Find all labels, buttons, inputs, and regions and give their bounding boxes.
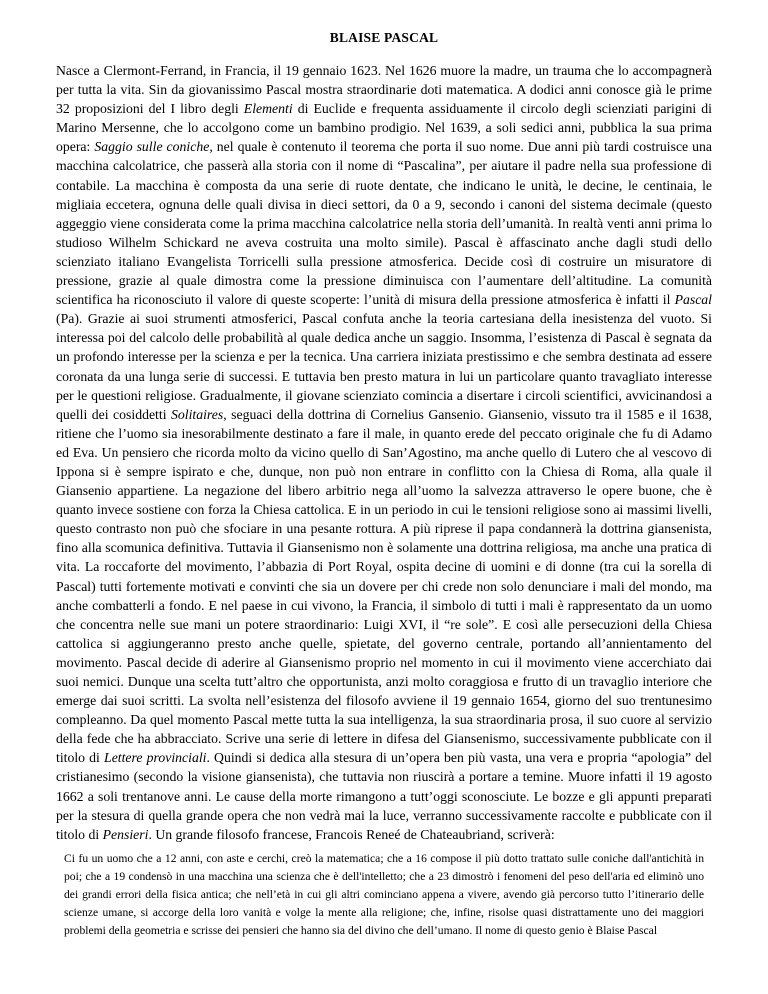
italic-title: Solitaires [171, 406, 224, 422]
document-page [56, 30, 712, 940]
italic-title: Pascal [674, 292, 712, 308]
text-segment: . Quindi si dedica alla stesura di un’opera ben più vasta, una vera e propria “apologia” del cristianesimo (secondo la visione giansenista), che tuttavia non riuscirà a portare a temine. Muore infatti il 19 agosto 1662 a soli trentanove anni. Le cause della morte rimangono a tutt’oggi sconosciute. Le bozze e gli appunti preparati per la stesura di quella grande opera che non vedrà mai la luce, verranno successivamente raccolte e pubblicate con il titolo di [56, 750, 712, 842]
document-title: BLAISE PASCAL [329, 30, 439, 45]
italic-title: Pensieri [102, 826, 149, 842]
biography-paragraph [56, 61, 712, 844]
italic-title: Saggio sulle coniche [94, 139, 210, 155]
text-segment: di Euclide e frequenta assiduamente il circolo degli scienziati parigini di Marino Mersenne, che lo accolgono come un bambino prodigio. Nel 1639, a soli sedici anni, pubblica la sua prima opera: [56, 101, 712, 155]
italic-title: Lettere provinciali [104, 750, 207, 766]
text-segment: Nasce a Clermont-Ferrand, in Francia, il 19 gennaio 1623. Nel 1626 muore la madre, un trauma che lo accompagnerà per tutta la vita. Sin da giovanissimo Pascal mostra straordinarie doti matematica. A dodici anni conosce già le prime 32 proposizioni del I libro degli [56, 63, 712, 117]
text-segment: , seguaci della dottrina di Cornelius Gansenio. Giansenio, vissuto tra il 1585 e il 1638, ritiene che l’uomo sia inesorabilmente destinato a fare il male, in quanto erede del peccato originale che fu di Adamo ed Eva. Un pensiero che ricorda molto da vicino quello di San’Agostino, ma anche quello di Lutero che al vescovo di Ippona si è sempre ispirato e che, dunque, non può non entrare in conflitto con la Chiesa di Roma, alla quale il Giansenio appartiene. La negazione del libero arbitrio nega all’uomo la salvezza attraverso le opere buone, che è quanto invece sostiene con forza la Chiesa cattolica. E in un periodo in cui le tensioni religiose sono ai massimi livelli, questo contrasto non può che sfociare in una pesante rottura. A più riprese il papa condannerà la dottrina giansenista, fino alla scomunica definitiva. Tuttavia il Giansenismo non è solamente una dottrina religiosa, ma anche una pratica di vita. La roccaforte del movimento, l’abbazia di Port Royal, ospita decine di uomini e di donne (tra cui la sorella di Pascal) tutti fortemente motivati e convinti che sia un dovere per chi crede non solo denunciare i mali del mondo, ma anche combatterli a fondo. E nel paese in cui vivono, la Francia, il simbolo di tutti i mali è rappresentato da un uomo che concentra nelle sue mani un potere straordinario: Luigi XVI, il “re sole”. E così alle persecuzioni della Chiesa cattolica si aggiungeranno presto anche quelle, spietate, del governo centrale, portando all’annientamento del movimento. Pascal decide di aderire al Giansenismo proprio nel momento in cui il movimento viene accerchiato dai suoi nemici. Dunque una scelta tutt’altro che opportunista, anzi molto coraggiosa e frutto di un travaglio interiore che emerge dai suoi scritti. La svolta nell’esistenza del filosofo avviene il 19 gennaio 1654, giorno del suo trentunesimo compleanno. Da quel momento Pascal mette tutta la sua intelligenza, la sua straordinaria prosa, il suo cuore al servizio della fede che ha abbracciato. Scrive una serie di lettere in difesa del Giansenismo, successivamente pubblicate con il titolo di [56, 406, 712, 766]
text-segment: . Un grande filosofo francese, Francois Reneé de Chateaubriand, scriverà: [148, 826, 555, 842]
text-segment: (Pa). Grazie ai suoi strumenti atmosferici, Pascal confuta anche la teoria cartesiana della inesistenza del vuoto. Si interessa poi del calcolo delle probabilità al quale dedica anche un saggio. Insomma, l’esistenza di Pascal è segnata da un profondo interesse per la scienza e per la tecnica. Una carriera iniziata prestissimo e che sembra destinata ad essere coronata da una lunga serie di successi. E tuttavia ben presto matura in lui un particolare quanto travagliato interesse per le questioni religiose. Gradualmente, il giovane scienziato comincia a disertare i circoli scientifici, avvicinandosi a quelli dei cosiddetti [56, 311, 712, 422]
chateaubriand-quote: Ci fu un uomo che a 12 anni, con aste e cerchi, creò la matematica; che a 16 compose il più dotto trattato sulle coniche dall'antichità in poi; che a 19 condensò in una macchina una scienza che è dell'intelletto; che a 23 dimostrò i fenomeni del peso dell'aria ed eliminò uno dei grandi errori della fisica antica; che nell’età in cui gli altri cominciano appena a vivere, avendo già percorso tutto l’itinerario delle scienze umane, si accorge della loro vanità e volge la mente alla religione; che, infine, risolse quasi distrattamente uno dei maggiori problemi della geometria e scrisse dei pensieri che hanno sia del divino che dell’umano. Il nome di questo genio è Blaise Pascal [64, 851, 704, 937]
text-segment: , nel quale è contenuto il teorema che porta il suo nome. Due anni più tardi costruisce una macchina calcolatrice, che passerà alla storia con il nome di “Pascalina”, per aiutare il padre nella sua professione di contabile. La macchina è composta da una serie di ruote dentate, che indicano le unità, le decine, le centinaia, le migliaia eccetera, ognuna delle quali divisa in dieci settori, da 0 a 9, secondo i canoni del sistema decimale (questo aggeggio viene considerata come la prima macchina calcolatrice nella storia dell’umanità. In realtà venti anni prima lo studioso Wilhelm Schickard ne aveva costruita una molto simile). Pascal è affascinato anche dagli studi dello scienziato italiano Evangelista Torricelli sulla pressione atmosferica. Decide così di costruire un misuratore di pressione, grazie al quale dimostra come la pressione diminuisca con l’aumentare dell’altitudine. La comunità scientifica ha riconosciuto il valore di queste scoperte: l’unità di misura della pressione atmosferica è infatti il [56, 139, 713, 308]
italic-title: Elementi [243, 101, 293, 117]
